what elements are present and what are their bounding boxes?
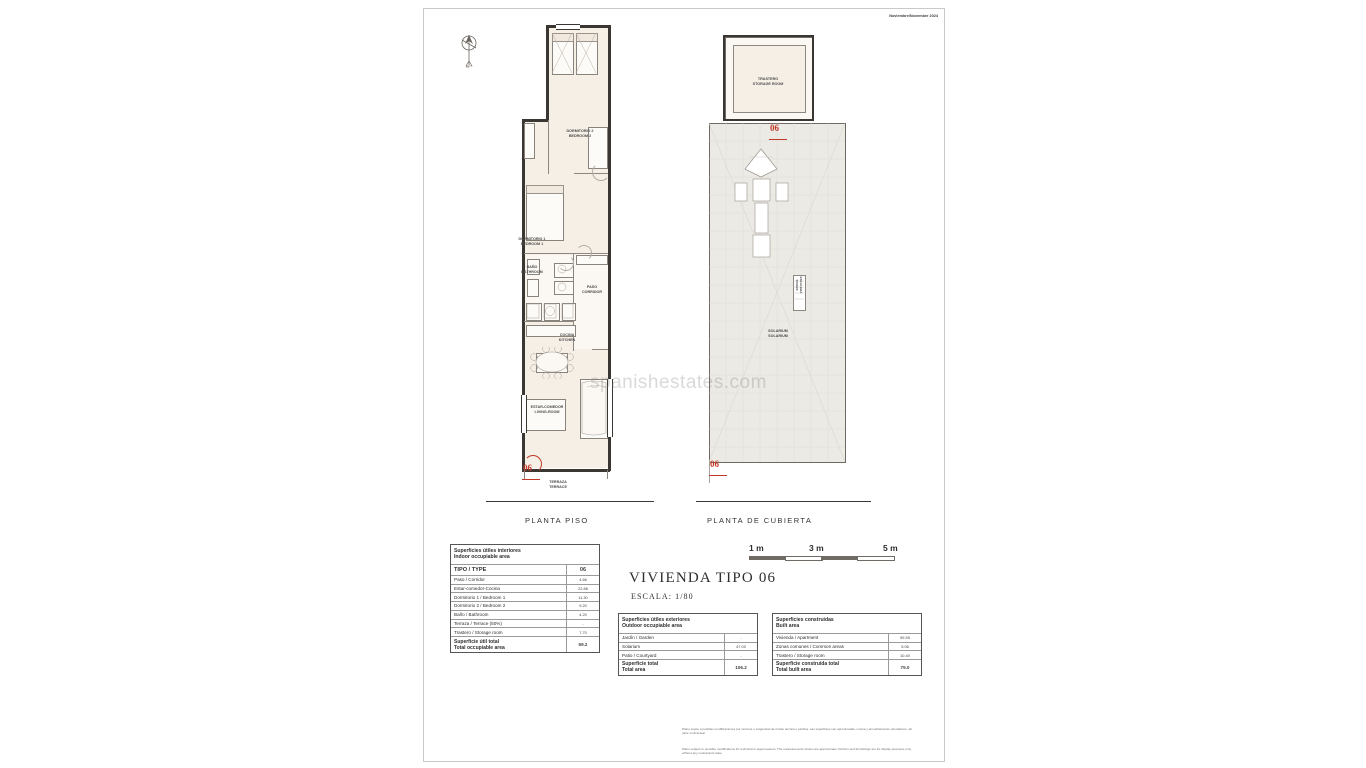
table-row: Trastero / Storage room 10.40 [773, 651, 921, 660]
compass-north-label: N [466, 64, 469, 69]
table-row: Dormitorio 1 / Bedroom 1 11.30 [451, 593, 599, 602]
room-label-terrace: TERRAZA TERRACE [549, 480, 567, 489]
caption-planta-piso: PLANTA PISO [525, 516, 589, 525]
room-label-corridor: PASO CORRIDOR [581, 285, 603, 294]
table-outdoor-areas [618, 613, 758, 676]
unit-number-floor: 06 [523, 463, 532, 473]
roof-plan-drawing [699, 23, 869, 488]
built-header: Superficies construidas Built area [776, 616, 834, 630]
scale-tick-3m: 3 m [809, 543, 824, 553]
scale-tick-1m: 1 m [749, 543, 764, 553]
page-title: VIVIENDA TIPO 06 [629, 570, 777, 586]
outdoor-header: Superficies útiles exteriores Outdoor occupiable area [622, 616, 690, 630]
roof-label-solarium: SOLARIUM SOLARIUM [768, 329, 788, 338]
table-row: Paso / Corridor 4.66 [451, 575, 599, 584]
table-row: Jardín / Garden - [619, 633, 757, 642]
indoor-header: Superficies útiles interiores Indoor occupiable area [454, 547, 521, 561]
room-label-kitchen: COCINA KITCHEN [558, 333, 576, 342]
table-row: Solarium 47.00 [619, 642, 757, 651]
table-row-total: Superficie útil total Total occupiable area 59.2 [451, 637, 599, 652]
scale-bar [749, 543, 919, 561]
watermark: spanishestates.com [590, 372, 767, 393]
table-row: TIPO / TYPE 06 [451, 564, 599, 575]
roof-label-stairs: ESCALERA STAIRS [795, 276, 804, 294]
table-row: Estar-comedor-Cocina 22.86 [451, 584, 599, 593]
compass-icon [456, 31, 482, 75]
scale-tick-5m: 5 m [883, 543, 898, 553]
sheet-date: Noviembre/November 2024 [889, 14, 938, 18]
page-subtitle: ESCALA: 1/80 [631, 592, 694, 601]
room-label-bathroom: BAÑO BATHROOM [521, 265, 543, 274]
roof-label-storage-room: TRASTERO STORAGE ROOM [752, 77, 784, 86]
table-row: Baño / Bathroom 4.20 [451, 610, 599, 619]
table-indoor-areas [450, 544, 600, 653]
room-label-bedroom2: DORMITORIO 2 BEDROOM 2 [566, 129, 594, 138]
table-row: Zonas comunes / Common areas 5.06 [773, 642, 921, 651]
table-built-areas [772, 613, 922, 676]
table-row: Patio / Courtyard - [619, 651, 757, 660]
unit-number-roof-top: 06 [770, 123, 779, 133]
table-row: Trastero / Storage room 7.70 [451, 628, 599, 637]
table-row: Vivienda / Apartment 59.55 [773, 633, 921, 642]
legal-note-es: Plano sujeto a posibles modificaciones por razones o exigencias de índole técnica o jurídica. Las superficies son aproximadas. cocina y amueblamiento orientativos, sin valor contractual [682, 727, 913, 736]
room-label-living-room: ESTAR-COMEDOR LIVING-ROOM [530, 405, 564, 414]
caption-planta-cubierta: PLANTA DE CUBIERTA [707, 516, 813, 525]
table-row-total: Superficie construida total Total built area 75.0 [773, 660, 921, 675]
room-label-bedroom1: DORMITORIO 1 BEDROOM 1 [518, 237, 546, 246]
floor-plan-drawing [496, 23, 638, 488]
table-row: Dormitorio 2 / Bedroom 2 9.20 [451, 602, 599, 611]
table-row: Terraza / Terrace (50%) - [451, 619, 599, 628]
table-row-total: Superficie total Total area 106.2 [619, 660, 757, 675]
unit-number-roof-bottom: 06 [710, 459, 719, 469]
legal-note-en: Plans subject to possible modifications for technical or legal reasons. The measurements shown are approximate. Kitchen and furnishings are for display purposes only, without any contractual value [682, 747, 912, 756]
